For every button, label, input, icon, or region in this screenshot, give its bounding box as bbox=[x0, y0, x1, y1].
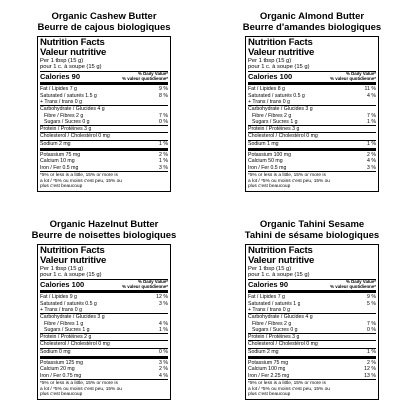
saturated-dv: 3 % bbox=[159, 300, 168, 307]
nutrition-facts-table bbox=[245, 36, 379, 192]
iron-dv: 4 % bbox=[159, 372, 168, 379]
daily-value-footnote bbox=[248, 172, 376, 190]
footnote-line-2: a lot / *5% ou moins c'est peu, 15% ou bbox=[248, 386, 330, 392]
sodium-row bbox=[248, 141, 376, 147]
nutrition-facts-heading-fr: Valeur nutritive bbox=[248, 46, 315, 58]
nutrition-facts-heading-fr: Valeur nutritive bbox=[40, 46, 107, 58]
potassium-label: Potassium 100 mg bbox=[248, 152, 291, 159]
calcium-label: Calcium 100 mg bbox=[248, 366, 286, 373]
iron-label: Iron / Fer 0.5 mg bbox=[40, 164, 79, 171]
daily-value-header bbox=[122, 72, 168, 82]
footnote-line-3: plus c'est beaucoup bbox=[248, 392, 291, 398]
iron-dv: 3 % bbox=[159, 164, 168, 171]
sodium-label: Sodium 1 mg bbox=[248, 140, 279, 147]
nutrition-facts-heading-en: Nutrition Facts bbox=[248, 245, 313, 256]
protein-label: Protein / Protéines 3 g bbox=[248, 334, 300, 341]
product-name-fr: Beurre de noisettes biologiques bbox=[31, 229, 177, 241]
cholesterol-label: Cholesterol / Cholestérol 0 mg bbox=[40, 133, 110, 140]
daily-value-header bbox=[122, 280, 168, 290]
daily-value-footnote bbox=[248, 380, 376, 398]
divider bbox=[248, 290, 376, 293]
serving-size-fr: pour 1 c. à soupe (15 g) bbox=[40, 64, 102, 71]
product-panel-cashew bbox=[0, 0, 208, 208]
footnote-line-3: plus c'est beaucoup bbox=[40, 184, 83, 190]
fat-label: Fat / Lipides 9 g bbox=[40, 294, 77, 301]
iron-label: Iron / Fer 0.75 mg bbox=[40, 372, 82, 379]
calcium-label: Calcium 10 mg bbox=[40, 158, 75, 165]
product-name-en: Organic Hazelnut Butter bbox=[49, 219, 159, 230]
trans-label: + Trans / trans 0 g bbox=[248, 98, 290, 105]
serving-size-fr: pour 1 c. à soupe (15 g) bbox=[248, 64, 310, 71]
product-name-en: Organic Cashew Butter bbox=[51, 11, 157, 22]
nutrition-facts-heading-en: Nutrition Facts bbox=[40, 37, 105, 48]
sodium-dv: 1 % bbox=[159, 140, 168, 147]
saturated-label: Saturated / saturés 0.5 g bbox=[40, 300, 97, 307]
sodium-dv: 1 % bbox=[367, 348, 376, 355]
product-title bbox=[0, 220, 208, 242]
saturated-label: Saturated / saturés 1 g bbox=[248, 300, 301, 307]
nutrition-facts-heading-en: Nutrition Facts bbox=[248, 37, 313, 48]
serving-size-en: Per 1 tbsp (15 g) bbox=[40, 57, 84, 64]
calories-row bbox=[40, 72, 168, 82]
calories-value: Calories 100 bbox=[248, 72, 293, 82]
serving-size-fr: pour 1 c. à soupe (15 g) bbox=[248, 272, 310, 279]
protein-label: Protein / Protéines 2 g bbox=[40, 334, 92, 341]
sodium-label: Sodium 2 mg bbox=[248, 348, 279, 355]
iron-label: Iron / Fer 2.25 mg bbox=[248, 372, 290, 379]
footnote-line-3: plus c'est beaucoup bbox=[40, 392, 83, 398]
daily-value-header-en: % Daily Value* bbox=[137, 278, 168, 284]
sugars-label: Sugars / Sucres 1 g bbox=[252, 118, 298, 125]
sodium-dv: 1 % bbox=[367, 140, 376, 147]
sugars-label: Sugars / Sucres 0 g bbox=[252, 326, 298, 333]
daily-value-header-fr: % valeur quotidienne* bbox=[122, 283, 168, 289]
product-panel-almond bbox=[208, 0, 416, 208]
nutrition-facts-table bbox=[37, 244, 171, 400]
fibre-dv: 4 % bbox=[159, 320, 168, 327]
sugars-label: Sugars / Sucres 1 g bbox=[44, 326, 90, 333]
product-title bbox=[208, 220, 416, 242]
nutrition-facts-table bbox=[245, 244, 379, 400]
carbohydrate-label: Carbohydrate / Glucides 4 g bbox=[40, 106, 105, 113]
footnote-line-2: a lot / *5% ou moins c'est peu, 15% ou bbox=[40, 178, 122, 184]
fibre-label: Fibre / Fibres 2 g bbox=[252, 320, 292, 327]
sodium-label: Sodium 0 mg bbox=[40, 348, 71, 355]
potassium-label: Potassium 75 mg bbox=[248, 360, 289, 367]
calcium-dv: 12 % bbox=[364, 366, 376, 373]
carbohydrate-label: Carbohydrate / Glucides 4 g bbox=[248, 314, 313, 321]
footnote-line-1: *5% or less is a little, 15% or more is bbox=[40, 380, 118, 386]
fat-label: Fat / Lipides 7 g bbox=[248, 294, 285, 301]
calcium-dv: 2 % bbox=[159, 366, 168, 373]
nutrition-facts-heading-fr: Valeur nutritive bbox=[248, 254, 315, 266]
saturated-dv: 8 % bbox=[159, 92, 168, 99]
sugars-dv: 0 % bbox=[367, 326, 376, 333]
sugars-label: Sugars / Sucres 0 g bbox=[44, 118, 90, 125]
trans-label: + Trans / trans 0 g bbox=[40, 98, 82, 105]
product-title bbox=[208, 12, 416, 34]
product-name-en: Organic Almond Butter bbox=[259, 11, 365, 22]
footnote-line-1: *5% or less is a little, 15% or more is bbox=[248, 380, 326, 386]
potassium-dv: 2 % bbox=[367, 360, 376, 367]
divider bbox=[40, 356, 168, 359]
daily-value-header-fr: % valeur quotidienne* bbox=[122, 75, 168, 81]
sugars-dv: 0 % bbox=[159, 118, 168, 125]
divider bbox=[248, 148, 376, 151]
trans-label: + Trans / trans 0 g bbox=[248, 306, 290, 313]
product-name-fr: Tahini de sésame biologiques bbox=[244, 229, 380, 241]
cholesterol-label: Cholesterol / Cholestérol 0 mg bbox=[248, 133, 318, 140]
serving-size-en: Per 1 tbsp (15 g) bbox=[248, 265, 292, 272]
product-panel-hazelnut bbox=[0, 208, 208, 416]
calories-row bbox=[40, 280, 168, 290]
daily-value-header bbox=[330, 280, 376, 290]
fat-dv: 11 % bbox=[364, 86, 376, 93]
carbohydrate-label: Carbohydrate / Glucides 3 g bbox=[40, 314, 105, 321]
fat-label: Fat / Lipides 7 g bbox=[40, 86, 77, 93]
daily-value-header-en: % Daily Value* bbox=[345, 70, 376, 76]
divider bbox=[248, 82, 376, 85]
calcium-dv: 4 % bbox=[367, 158, 376, 165]
fat-dv: 9 % bbox=[159, 86, 168, 93]
potassium-label: Potassium 125 mg bbox=[40, 360, 83, 367]
daily-value-header-fr: % valeur quotidienne* bbox=[330, 75, 376, 81]
fibre-dv: 7 % bbox=[367, 320, 376, 327]
fibre-label: Fibre / Fibres 1 g bbox=[44, 320, 84, 327]
footnote-line-1: *5% or less is a little, 15% or more is bbox=[248, 172, 326, 178]
fibre-dv: 7 % bbox=[367, 112, 376, 119]
fibre-label: Fibre / Fibres 2 g bbox=[252, 112, 292, 119]
daily-value-header-en: % Daily Value* bbox=[137, 70, 168, 76]
footnote-line-2: a lot / *5% ou moins c'est peu, 15% ou bbox=[40, 386, 122, 392]
product-name-fr: Beurre de cajous biologiques bbox=[37, 21, 171, 33]
iron-dv: 13 % bbox=[364, 372, 376, 379]
trans-label: + Trans / trans 0 g bbox=[40, 306, 82, 313]
saturated-label: Saturated / saturés 0.5 g bbox=[248, 92, 305, 99]
cholesterol-label: Cholesterol / Cholestérol 0 mg bbox=[40, 341, 110, 348]
nutrition-facts-heading-fr: Valeur nutritive bbox=[40, 254, 107, 266]
nutrition-facts-heading-en: Nutrition Facts bbox=[40, 245, 105, 256]
saturated-dv: 5 % bbox=[367, 300, 376, 307]
divider bbox=[40, 82, 168, 85]
fibre-dv: 7 % bbox=[159, 112, 168, 119]
calcium-label: Calcium 20 mg bbox=[40, 366, 75, 373]
fibre-label: Fibre / Fibres 2 g bbox=[44, 112, 84, 119]
saturated-label: Saturated / saturés 1.5 g bbox=[40, 92, 97, 99]
sodium-row bbox=[40, 141, 168, 147]
sodium-row bbox=[40, 349, 168, 355]
divider bbox=[40, 148, 168, 151]
footnote-line-2: a lot / *5% ou moins c'est peu, 15% ou bbox=[248, 178, 330, 184]
sugars-dv: 1 % bbox=[367, 118, 376, 125]
calories-value: Calories 100 bbox=[40, 280, 85, 290]
divider bbox=[40, 290, 168, 293]
protein-label: Protein / Protéines 3 g bbox=[40, 126, 92, 133]
daily-value-header bbox=[330, 72, 376, 82]
sodium-dv: 0 % bbox=[159, 348, 168, 355]
calcium-label: Calcium 50 mg bbox=[248, 158, 283, 165]
footnote-line-3: plus c'est beaucoup bbox=[248, 184, 291, 190]
saturated-dv: 4 % bbox=[367, 92, 376, 99]
calcium-dv: 1 % bbox=[159, 158, 168, 165]
iron-dv: 3 % bbox=[367, 164, 376, 171]
potassium-dv: 2 % bbox=[159, 152, 168, 159]
sodium-label: Sodium 2 mg bbox=[40, 140, 71, 147]
carbohydrate-label: Carbohydrate / Glucides 3 g bbox=[248, 106, 313, 113]
potassium-label: Potassium 75 mg bbox=[40, 152, 81, 159]
serving-size-en: Per 1 tbsp (15 g) bbox=[248, 57, 292, 64]
potassium-dv: 3 % bbox=[159, 360, 168, 367]
daily-value-header-fr: % valeur quotidienne* bbox=[330, 283, 376, 289]
serving-size-en: Per 1 tbsp (15 g) bbox=[40, 265, 84, 272]
daily-value-footnote bbox=[40, 380, 168, 398]
potassium-dv: 2 % bbox=[367, 152, 376, 159]
sodium-row bbox=[248, 349, 376, 355]
calories-row bbox=[248, 280, 376, 290]
divider bbox=[248, 356, 376, 359]
nutrition-facts-table bbox=[37, 36, 171, 192]
daily-value-header-en: % Daily Value* bbox=[345, 278, 376, 284]
footnote-line-1: *5% or less is a little, 15% or more is bbox=[40, 172, 118, 178]
product-panel-tahini bbox=[208, 208, 416, 416]
calories-value: Calories 90 bbox=[40, 72, 81, 82]
fat-dv: 9 % bbox=[367, 294, 376, 301]
calories-row bbox=[248, 72, 376, 82]
fat-label: Fat / Lipides 8 g bbox=[248, 86, 285, 93]
daily-value-footnote bbox=[40, 172, 168, 190]
cholesterol-label: Cholesterol / Cholestérol 0 mg bbox=[248, 341, 318, 348]
serving-size-fr: pour 1 c. à soupe (15 g) bbox=[40, 272, 102, 279]
product-name-fr: Beurre d'amandes biologiques bbox=[242, 21, 382, 33]
product-name-en: Organic Tahini Sesame bbox=[259, 219, 365, 230]
sugars-dv: 1 % bbox=[159, 326, 168, 333]
protein-label: Protein / Protéines 3 g bbox=[248, 126, 300, 133]
fat-dv: 12 % bbox=[156, 294, 168, 301]
calories-value: Calories 90 bbox=[248, 280, 289, 290]
iron-label: Iron / Fer 0.5 mg bbox=[248, 164, 287, 171]
product-title bbox=[0, 12, 208, 34]
